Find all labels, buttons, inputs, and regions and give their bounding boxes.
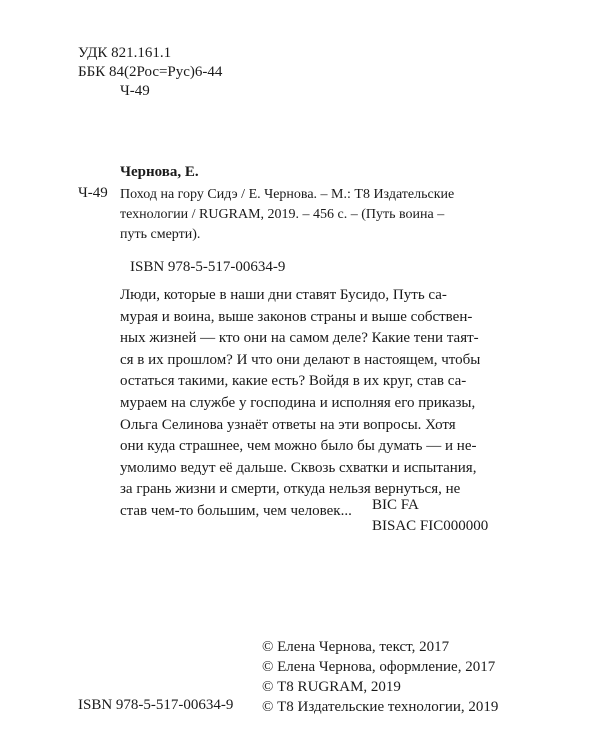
biblio-line: Поход на гору Сидэ / Е. Чернова. – М.: Т8 Издательские bbox=[120, 187, 455, 202]
author-heading: Чернова, Е. bbox=[120, 164, 199, 180]
copyright-line: © Елена Чернова, оформление, 2017 bbox=[262, 659, 496, 675]
record-cutter: Ч-49 bbox=[78, 185, 108, 201]
annotation-line: они куда страшнее, чем можно было бы думать — и не- bbox=[120, 438, 477, 455]
annotation-line: за грань жизни и смерти, откуда нельзя вернуться, не bbox=[120, 481, 461, 498]
cutter-code: Ч-49 bbox=[120, 83, 150, 99]
annotation-line: Ольга Селинова узнаёт ответы на эти вопросы. Хотя bbox=[120, 416, 456, 433]
annotation-line: умолимо ведут её дальше. Сквозь схватки и испытания, bbox=[120, 459, 477, 476]
annotation-line: ся в их прошлом? И что они делают в настоящем, чтобы bbox=[120, 351, 481, 368]
copyright-line: © Т8 RUGRAM, 2019 bbox=[262, 679, 401, 695]
bic-code: BIC FA bbox=[372, 497, 419, 513]
annotation-line: ных жизней — кто они на самом деле? Какие тени таят- bbox=[120, 330, 479, 347]
biblio-line: технологии / RUGRAM, 2019. – 456 с. – (Путь воина – bbox=[120, 207, 445, 222]
subject-codes bbox=[372, 495, 488, 537]
bibliographic-description bbox=[120, 185, 505, 245]
annotation-line: мураем на службе у господина и исполняя его приказы, bbox=[120, 394, 476, 411]
footer-isbn: ISBN 978-5-517-00634-9 bbox=[78, 697, 234, 713]
classification-block bbox=[78, 44, 222, 101]
copyright-line: © Т8 Издательские технологии, 2019 bbox=[262, 699, 499, 715]
record-isbn: ISBN 978-5-517-00634-9 bbox=[130, 259, 286, 275]
copyright-line: © Елена Чернова, текст, 2017 bbox=[262, 639, 450, 655]
annotation-line: остаться такими, какие есть? Войдя в их круг, став са- bbox=[120, 373, 467, 390]
biblio-line: путь смерти). bbox=[120, 227, 201, 242]
udk-code: УДК 821.161.1 bbox=[78, 45, 172, 61]
annotation bbox=[120, 285, 540, 523]
bisac-code: BISAC FIC000000 bbox=[372, 518, 489, 534]
annotation-line: мурая и воина, выше законов страны и выше собствен- bbox=[120, 308, 473, 325]
copyright-block bbox=[262, 637, 498, 717]
bbk-code: ББК 84(2Рос=Рус)6-44 bbox=[78, 64, 223, 80]
annotation-line: Люди, которые в наши дни ставят Бусидо, Путь са- bbox=[120, 287, 447, 303]
annotation-line: став чем-то большим, чем человек... bbox=[120, 502, 352, 519]
